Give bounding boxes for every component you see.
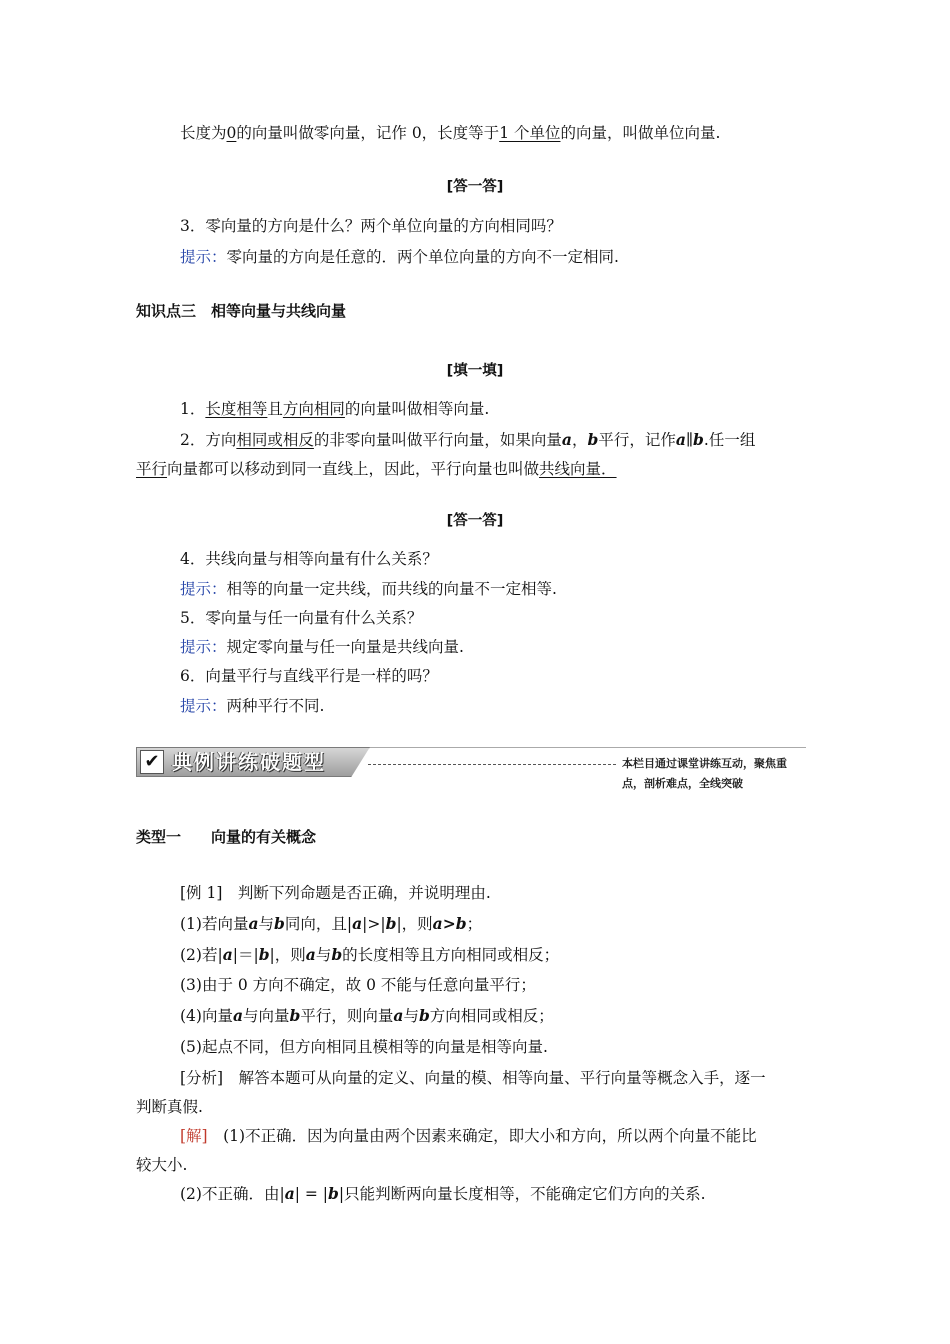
definition-item-2-cont: 平行向量都可以移动到同一直线上，因此，平行向量也叫做共线向量． [136, 460, 617, 478]
statement-4: (4)向量a与向量b平行，则向量a与b方向相同或相反； [180, 1006, 554, 1025]
statement-5: (5)起点不同，但方向相同且模相等的向量是相等向量. [180, 1038, 548, 1056]
section-banner [136, 743, 806, 790]
banner-title: 典例讲练破题型 [172, 750, 326, 774]
definition-item-2: 2．方向相同或相反的非零向量叫做平行向量，如果向量a，b平行，记作a∥b.任一组 [180, 430, 756, 449]
blank-zero: 0 [226, 124, 237, 142]
hint-4: 提示：相等的向量一定共线，而共线的向量不一定相等. [180, 580, 557, 598]
question-6: 6．向量平行与直线平行是一样的吗？ [180, 667, 438, 685]
solution: [解] (1)不正确．因为向量由两个因素来确定，即大小和方向，所以两个向量不能比 [180, 1127, 757, 1145]
hint-6: 提示：两种平行不同. [180, 697, 325, 715]
example-1-prompt: [例 1] 判断下列命题是否正确，并说明理由. [180, 884, 491, 902]
question-3: 3．零向量的方向是什么？两个单位向量的方向相同吗？ [180, 217, 562, 235]
definition-item-1: 1．长度相等且方向相同的向量叫做相等向量. [180, 400, 490, 418]
banner-rule [346, 747, 806, 748]
question-4: 4．共线向量与相等向量有什么关系？ [180, 550, 438, 568]
section-title-knowledge-point-3: 知识点三 相等向量与共线向量 [136, 302, 347, 320]
analysis: [分析] 解答本题可从向量的定义、向量的模、相等向量、平行向量等概念入手，逐一 [180, 1069, 766, 1087]
banner-dashed-line [368, 764, 616, 765]
answer-heading: [答一答] [446, 179, 504, 195]
solution-part-2: (2)不正确．由|a| = |b|只能判断两向量长度相等，不能确定它们方向的关系. [180, 1184, 706, 1203]
answer-heading: [答一答] [446, 513, 504, 529]
solution-label: [解] [180, 1127, 208, 1145]
checkmark-icon: ✔ [140, 750, 164, 774]
question-5: 5．零向量与任一向量有什么关系？ [180, 609, 423, 627]
fill-heading: [填一填] [446, 363, 504, 379]
example-label: [例 1] [180, 884, 223, 902]
hint-3: 提示：零向量的方向是任意的．两个单位向量的方向不一定相同. [180, 248, 619, 266]
blank-one-unit: 1 个单位 [499, 124, 561, 142]
hint-label: 提示： [180, 248, 227, 266]
analysis-cont: 判断真假. [136, 1098, 203, 1116]
banner-note: 本栏目通过课堂讲练互动，聚焦重点，剖析难点，全线突破 [622, 757, 787, 790]
type-1-title: 类型一 向量的有关概念 [136, 828, 317, 846]
statement-3: (3)由于 0 方向不确定，故 0 不能与任意向量平行； [180, 976, 536, 994]
solution-cont: 较大小. [136, 1156, 188, 1174]
statement-1: (1)若向量a与b同向，且|a|>|b|，则a>b； [180, 914, 483, 933]
analysis-label: [分析] [180, 1069, 224, 1087]
statement-2: (2)若|a|＝|b|，则a与b的长度相等且方向相同或相反； [180, 945, 560, 964]
hint-5: 提示：规定零向量与任一向量是共线向量. [180, 638, 464, 656]
unit-vector-definition: 长度为0的向量叫做零向量，记作 0，长度等于1 个单位的向量，叫做单位向量. [180, 124, 721, 142]
